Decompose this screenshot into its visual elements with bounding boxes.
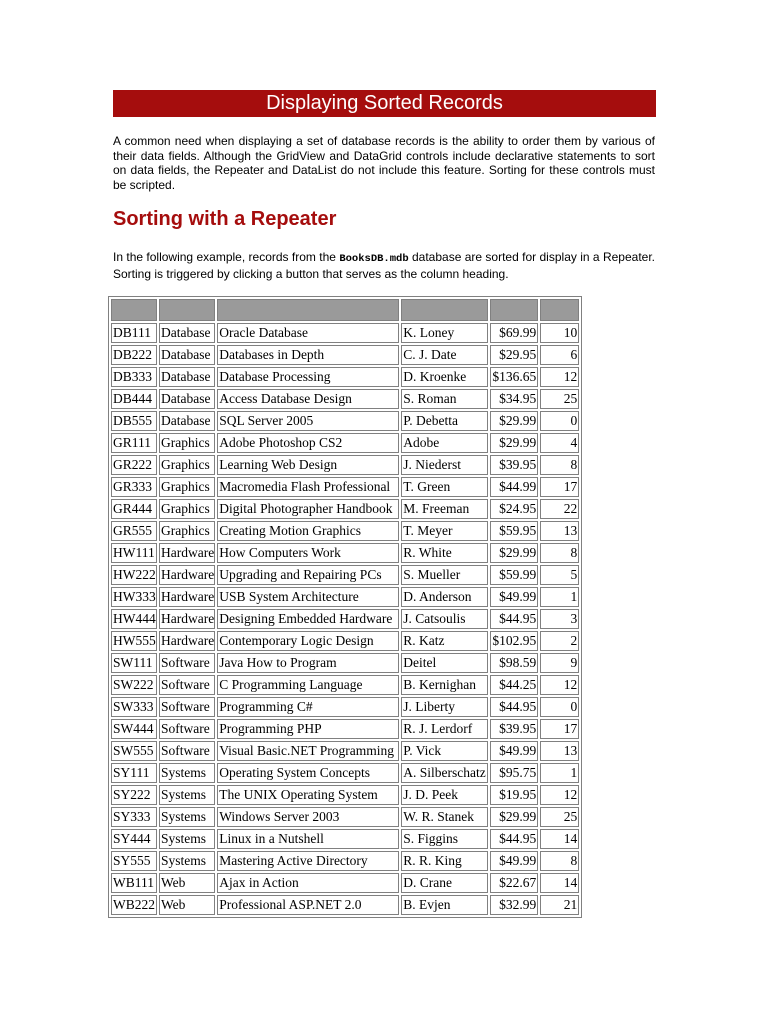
book-price-cell: $29.99: [490, 433, 538, 453]
table-row: [111, 895, 579, 915]
book-title-cell: How Computers Work: [217, 543, 399, 563]
book-id-cell: HW555: [111, 631, 157, 651]
book-type-cell: Hardware: [159, 587, 215, 607]
table-row: [111, 587, 579, 607]
book-id-cell: GR555: [111, 521, 157, 541]
table-row: [111, 653, 579, 673]
table-row: [111, 763, 579, 783]
book-id-cell: HW444: [111, 609, 157, 629]
book-type-cell: Software: [159, 653, 215, 673]
book-type-cell: Hardware: [159, 609, 215, 629]
book-quantity-cell: 10: [540, 323, 579, 343]
book-title-cell: Database Processing: [217, 367, 399, 387]
book-quantity-cell: 2: [540, 631, 579, 651]
book-id-cell: SW222: [111, 675, 157, 695]
book-title-cell: Learning Web Design: [217, 455, 399, 475]
header-cell-title: [217, 299, 399, 321]
book-quantity-cell: 0: [540, 697, 579, 717]
book-quantity-cell: 12: [540, 785, 579, 805]
book-price-cell: $59.99: [490, 565, 538, 585]
book-author-cell: W. R. Stanek: [401, 807, 488, 827]
book-price-cell: $44.95: [490, 609, 538, 629]
book-title-cell: Programming PHP: [217, 719, 399, 739]
book-quantity-cell: 14: [540, 829, 579, 849]
book-quantity-cell: 1: [540, 763, 579, 783]
book-title-cell: Adobe Photoshop CS2: [217, 433, 399, 453]
book-id-cell: DB111: [111, 323, 157, 343]
book-type-cell: Database: [159, 345, 215, 365]
book-title-cell: Creating Motion Graphics: [217, 521, 399, 541]
book-type-cell: Web: [159, 873, 215, 893]
table-body: [111, 323, 579, 915]
book-author-cell: P. Vick: [401, 741, 488, 761]
table-row: [111, 719, 579, 739]
book-price-cell: $34.95: [490, 389, 538, 409]
book-price-cell: $44.25: [490, 675, 538, 695]
table-row: [111, 807, 579, 827]
book-quantity-cell: 12: [540, 675, 579, 695]
book-price-cell: $29.99: [490, 807, 538, 827]
book-author-cell: M. Freeman: [401, 499, 488, 519]
book-id-cell: SW333: [111, 697, 157, 717]
book-price-cell: $22.67: [490, 873, 538, 893]
table-row: [111, 741, 579, 761]
book-price-cell: $44.99: [490, 477, 538, 497]
table-row: [111, 345, 579, 365]
book-author-cell: R. White: [401, 543, 488, 563]
table-row: [111, 433, 579, 453]
sort-by-title-button[interactable]: [218, 300, 398, 320]
sort-by-type-button[interactable]: [160, 300, 214, 320]
book-type-cell: Graphics: [159, 477, 215, 497]
header-cell-type: [159, 299, 215, 321]
database-filename: BooksDB.mdb: [339, 253, 409, 265]
table-row: [111, 785, 579, 805]
table-row: [111, 565, 579, 585]
book-quantity-cell: 12: [540, 367, 579, 387]
book-author-cell: S. Roman: [401, 389, 488, 409]
book-price-cell: $29.99: [490, 411, 538, 431]
books-table: [108, 296, 582, 918]
book-author-cell: B. Evjen: [401, 895, 488, 915]
book-id-cell: SY222: [111, 785, 157, 805]
book-price-cell: $39.95: [490, 719, 538, 739]
page-title-banner: [113, 90, 656, 117]
book-type-cell: Systems: [159, 785, 215, 805]
book-type-cell: Database: [159, 411, 215, 431]
sort-by-id-button[interactable]: [112, 300, 156, 320]
book-author-cell: R. J. Lerdorf: [401, 719, 488, 739]
book-author-cell: D. Anderson: [401, 587, 488, 607]
book-quantity-cell: 3: [540, 609, 579, 629]
book-author-cell: C. J. Date: [401, 345, 488, 365]
book-quantity-cell: 17: [540, 477, 579, 497]
book-author-cell: B. Kernighan: [401, 675, 488, 695]
book-price-cell: $136.65: [490, 367, 538, 387]
book-type-cell: Software: [159, 719, 215, 739]
book-quantity-cell: 8: [540, 455, 579, 475]
book-price-cell: $49.99: [490, 587, 538, 607]
book-id-cell: GR222: [111, 455, 157, 475]
book-id-cell: DB555: [111, 411, 157, 431]
book-type-cell: Database: [159, 367, 215, 387]
book-type-cell: Hardware: [159, 565, 215, 585]
book-price-cell: $39.95: [490, 455, 538, 475]
book-title-cell: Professional ASP.NET 2.0: [217, 895, 399, 915]
book-title-cell: Visual Basic.NET Programming: [217, 741, 399, 761]
table-row: [111, 829, 579, 849]
book-type-cell: Hardware: [159, 543, 215, 563]
table-row: [111, 609, 579, 629]
table-row: [111, 543, 579, 563]
book-price-cell: $95.75: [490, 763, 538, 783]
book-author-cell: P. Debetta: [401, 411, 488, 431]
header-cell-author: [401, 299, 488, 321]
book-price-cell: $44.95: [490, 697, 538, 717]
book-author-cell: J. Liberty: [401, 697, 488, 717]
book-type-cell: Software: [159, 741, 215, 761]
book-price-cell: $59.95: [490, 521, 538, 541]
book-author-cell: S. Figgins: [401, 829, 488, 849]
book-price-cell: $29.95: [490, 345, 538, 365]
book-type-cell: Database: [159, 389, 215, 409]
table-row: [111, 455, 579, 475]
book-author-cell: R. R. King: [401, 851, 488, 871]
table-row: [111, 851, 579, 871]
book-price-cell: $49.99: [490, 741, 538, 761]
intro-paragraph: A common need when displaying a set of database records is the ability to order them by various of their data fields. Although the GridView and DataGrid controls include declarative statements to sort on data fields, the Repeater and DataList do not include this feature. Sorting for these controls must be scripted.: [113, 134, 655, 192]
book-quantity-cell: 14: [540, 873, 579, 893]
section-paragraph: [113, 250, 655, 281]
book-quantity-cell: 6: [540, 345, 579, 365]
book-id-cell: SY555: [111, 851, 157, 871]
book-type-cell: Database: [159, 323, 215, 343]
book-price-cell: $49.99: [490, 851, 538, 871]
book-id-cell: DB333: [111, 367, 157, 387]
book-type-cell: Systems: [159, 829, 215, 849]
book-title-cell: USB System Architecture: [217, 587, 399, 607]
book-id-cell: HW222: [111, 565, 157, 585]
book-quantity-cell: 25: [540, 389, 579, 409]
book-author-cell: J. Catsoulis: [401, 609, 488, 629]
book-quantity-cell: 25: [540, 807, 579, 827]
book-price-cell: $32.99: [490, 895, 538, 915]
sort-by-author-button[interactable]: [402, 300, 487, 320]
book-author-cell: T. Meyer: [401, 521, 488, 541]
book-title-cell: Designing Embedded Hardware: [217, 609, 399, 629]
section-heading: Sorting with a Repeater: [113, 208, 337, 230]
book-id-cell: WB222: [111, 895, 157, 915]
book-author-cell: D. Kroenke: [401, 367, 488, 387]
book-type-cell: Graphics: [159, 455, 215, 475]
book-type-cell: Graphics: [159, 499, 215, 519]
book-price-cell: $19.95: [490, 785, 538, 805]
book-title-cell: Oracle Database: [217, 323, 399, 343]
book-type-cell: Hardware: [159, 631, 215, 651]
book-title-cell: Macromedia Flash Professional: [217, 477, 399, 497]
book-id-cell: GR111: [111, 433, 157, 453]
sort-by-quantity-button[interactable]: [541, 300, 577, 320]
table-row: [111, 521, 579, 541]
book-type-cell: Software: [159, 675, 215, 695]
header-cell-id: [111, 299, 157, 321]
table-row: [111, 873, 579, 893]
book-title-cell: The UNIX Operating System: [217, 785, 399, 805]
section-text-after: database are sorted for display in a Repeater. Sorting is triggered by clicking a button that serves as the column heading.: [113, 250, 656, 281]
book-id-cell: SY333: [111, 807, 157, 827]
book-quantity-cell: 13: [540, 521, 579, 541]
book-quantity-cell: 9: [540, 653, 579, 673]
table-row: [111, 389, 579, 409]
book-title-cell: Operating System Concepts: [217, 763, 399, 783]
book-quantity-cell: 4: [540, 433, 579, 453]
book-author-cell: D. Crane: [401, 873, 488, 893]
book-type-cell: Web: [159, 895, 215, 915]
book-author-cell: A. Silberschatz: [401, 763, 488, 783]
book-author-cell: K. Loney: [401, 323, 488, 343]
book-quantity-cell: 22: [540, 499, 579, 519]
table-row: [111, 323, 579, 343]
page-title: Displaying Sorted Records: [266, 92, 503, 114]
book-quantity-cell: 0: [540, 411, 579, 431]
table-row: [111, 477, 579, 497]
book-id-cell: SW111: [111, 653, 157, 673]
header-cell-quantity: [540, 299, 579, 321]
book-title-cell: Databases in Depth: [217, 345, 399, 365]
section-text-before: In the following example, records from the: [113, 250, 340, 264]
table-row: [111, 697, 579, 717]
book-title-cell: Java How to Program: [217, 653, 399, 673]
book-title-cell: Contemporary Logic Design: [217, 631, 399, 651]
table-row: [111, 499, 579, 519]
book-type-cell: Graphics: [159, 521, 215, 541]
book-title-cell: Mastering Active Directory: [217, 851, 399, 871]
book-id-cell: HW333: [111, 587, 157, 607]
book-title-cell: Linux in a Nutshell: [217, 829, 399, 849]
book-quantity-cell: 21: [540, 895, 579, 915]
book-price-cell: $29.99: [490, 543, 538, 563]
book-author-cell: Adobe: [401, 433, 488, 453]
book-author-cell: J. D. Peek: [401, 785, 488, 805]
book-quantity-cell: 17: [540, 719, 579, 739]
book-title-cell: C Programming Language: [217, 675, 399, 695]
book-price-cell: $24.95: [490, 499, 538, 519]
book-id-cell: SY444: [111, 829, 157, 849]
book-author-cell: J. Niederst: [401, 455, 488, 475]
header-cell-price: [490, 299, 538, 321]
book-id-cell: DB444: [111, 389, 157, 409]
book-id-cell: SW444: [111, 719, 157, 739]
book-author-cell: Deitel: [401, 653, 488, 673]
book-quantity-cell: 8: [540, 543, 579, 563]
book-id-cell: GR333: [111, 477, 157, 497]
book-price-cell: $98.59: [490, 653, 538, 673]
book-id-cell: HW111: [111, 543, 157, 563]
book-author-cell: S. Mueller: [401, 565, 488, 585]
book-price-cell: $44.95: [490, 829, 538, 849]
book-type-cell: Graphics: [159, 433, 215, 453]
table-row: [111, 675, 579, 695]
table-header-row: [111, 299, 579, 321]
table-row: [111, 631, 579, 651]
book-quantity-cell: 8: [540, 851, 579, 871]
book-author-cell: T. Green: [401, 477, 488, 497]
book-id-cell: GR444: [111, 499, 157, 519]
book-title-cell: Upgrading and Repairing PCs: [217, 565, 399, 585]
book-quantity-cell: 1: [540, 587, 579, 607]
table-row: [111, 367, 579, 387]
book-id-cell: SY111: [111, 763, 157, 783]
book-id-cell: SW555: [111, 741, 157, 761]
table-row: [111, 411, 579, 431]
book-title-cell: SQL Server 2005: [217, 411, 399, 431]
book-type-cell: Systems: [159, 807, 215, 827]
book-quantity-cell: 5: [540, 565, 579, 585]
book-title-cell: Programming C#: [217, 697, 399, 717]
book-id-cell: DB222: [111, 345, 157, 365]
book-type-cell: Systems: [159, 851, 215, 871]
book-title-cell: Digital Photographer Handbook: [217, 499, 399, 519]
book-title-cell: Access Database Design: [217, 389, 399, 409]
book-type-cell: Systems: [159, 763, 215, 783]
book-id-cell: WB111: [111, 873, 157, 893]
book-price-cell: $69.99: [490, 323, 538, 343]
sort-by-price-button[interactable]: [491, 300, 536, 320]
book-quantity-cell: 13: [540, 741, 579, 761]
book-title-cell: Ajax in Action: [217, 873, 399, 893]
book-author-cell: R. Katz: [401, 631, 488, 651]
book-type-cell: Software: [159, 697, 215, 717]
book-price-cell: $102.95: [490, 631, 538, 651]
book-title-cell: Windows Server 2003: [217, 807, 399, 827]
